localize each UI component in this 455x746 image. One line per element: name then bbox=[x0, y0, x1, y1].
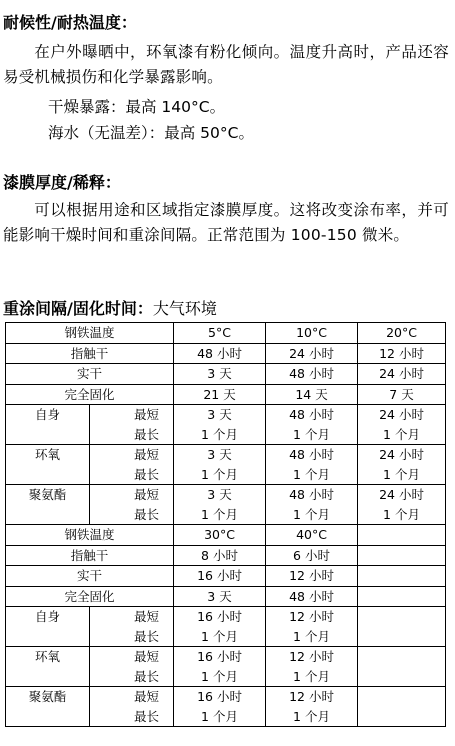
heat-paragraph-text: 在户外曝晒中，环氧漆有粉化倾向。温度升高时，产品还容易受机械损伤和化学暴露影响。 bbox=[3, 43, 449, 86]
max-value: 1 个月 bbox=[201, 708, 238, 724]
group-label-text: 环氧 bbox=[34, 649, 60, 664]
table-row bbox=[6, 687, 446, 727]
table-cell: 3 天 bbox=[174, 586, 266, 607]
seawater-line: 海水（无温差）：最高 50°C。 bbox=[48, 124, 254, 142]
table-cell: 8 小时 bbox=[174, 545, 266, 566]
table-header-row bbox=[6, 525, 446, 546]
table-row bbox=[6, 445, 446, 485]
min-max-cell bbox=[90, 485, 174, 525]
table-row bbox=[6, 647, 446, 687]
group-label-text: 自身 bbox=[34, 407, 60, 422]
table-cell: 48 小时 bbox=[266, 586, 358, 607]
temperature-header: 30°C bbox=[174, 525, 266, 546]
max-value: 1 个月 bbox=[293, 506, 330, 522]
row-label: 指触干 bbox=[6, 343, 174, 364]
table-cell bbox=[174, 687, 266, 727]
min-label: 最短 bbox=[134, 609, 160, 624]
group-label-text: 环氧 bbox=[34, 447, 60, 462]
max-value: 1 个月 bbox=[201, 426, 238, 442]
max-value: 1 个月 bbox=[201, 506, 238, 522]
recoat-section-title bbox=[3, 298, 217, 320]
group-label bbox=[6, 445, 90, 485]
table-cell: 12 小时 bbox=[358, 343, 446, 364]
table-cell: 14 天 bbox=[266, 384, 358, 405]
table-cell bbox=[174, 647, 266, 687]
table-cell bbox=[266, 485, 358, 525]
group-label-text: 聚氨酯 bbox=[28, 487, 67, 502]
min-value: 3 天 bbox=[207, 447, 232, 462]
table-cell bbox=[358, 647, 446, 687]
group-label bbox=[6, 607, 90, 647]
temperature-header: 5°C bbox=[174, 323, 266, 344]
min-max-cell bbox=[90, 405, 174, 445]
max-value: 1 个月 bbox=[201, 466, 238, 482]
table-cell bbox=[358, 607, 446, 647]
table-cell: 6 小时 bbox=[266, 545, 358, 566]
min-label: 最短 bbox=[134, 407, 160, 422]
min-value: 16 小时 bbox=[197, 649, 242, 664]
row-label: 实干 bbox=[6, 364, 174, 385]
max-value: 1 个月 bbox=[293, 628, 330, 644]
dry-exposure-line: 干燥暴露：最高 140°C。 bbox=[48, 98, 226, 116]
max-value: 1 个月 bbox=[383, 466, 420, 482]
row-label: 完全固化 bbox=[6, 586, 174, 607]
table-cell bbox=[358, 405, 446, 445]
temperature-header: 20°C bbox=[358, 323, 446, 344]
max-value: 1 个月 bbox=[293, 466, 330, 482]
table-cell: 48 小时 bbox=[266, 364, 358, 385]
table-row bbox=[6, 485, 446, 525]
table-cell bbox=[266, 445, 358, 485]
max-label: 最长 bbox=[134, 628, 160, 644]
min-label: 最短 bbox=[134, 649, 160, 664]
table-header-row bbox=[6, 323, 446, 344]
table-cell bbox=[174, 445, 266, 485]
recoat-title-bold: 重涂间隔/固化时间： bbox=[3, 299, 153, 318]
table-cell: 12 小时 bbox=[266, 566, 358, 587]
max-value: 1 个月 bbox=[293, 426, 330, 442]
table-cell bbox=[174, 607, 266, 647]
min-max-cell bbox=[90, 607, 174, 647]
table-row bbox=[6, 384, 446, 405]
steel-temp-header: 钢铁温度 bbox=[6, 525, 174, 546]
table-cell bbox=[358, 586, 446, 607]
min-label: 最短 bbox=[134, 447, 160, 462]
min-max-cell bbox=[90, 647, 174, 687]
table-cell: 3 天 bbox=[174, 364, 266, 385]
table-block bbox=[6, 323, 446, 525]
min-value: 12 小时 bbox=[289, 689, 334, 704]
max-value: 1 个月 bbox=[383, 426, 420, 442]
max-label: 最长 bbox=[134, 466, 160, 482]
table-cell bbox=[266, 647, 358, 687]
table-cell bbox=[266, 687, 358, 727]
table-row bbox=[6, 607, 446, 647]
temperature-header: 40°C bbox=[266, 525, 358, 546]
min-value: 48 小时 bbox=[289, 447, 334, 462]
row-label: 指触干 bbox=[6, 545, 174, 566]
table-cell bbox=[266, 607, 358, 647]
min-label: 最短 bbox=[134, 689, 160, 704]
recoat-title-suffix: 大气环境 bbox=[152, 299, 217, 318]
table-row bbox=[6, 545, 446, 566]
row-label: 完全固化 bbox=[6, 384, 174, 405]
max-label: 最长 bbox=[134, 708, 160, 724]
table-cell: 24 小时 bbox=[266, 343, 358, 364]
max-value: 1 个月 bbox=[383, 506, 420, 522]
table-cell bbox=[174, 485, 266, 525]
min-value: 16 小时 bbox=[197, 689, 242, 704]
temperature-header: 10°C bbox=[266, 323, 358, 344]
row-label: 实干 bbox=[6, 566, 174, 587]
max-value: 1 个月 bbox=[201, 628, 238, 644]
table-cell: 21 天 bbox=[174, 384, 266, 405]
table-cell: 48 小时 bbox=[174, 343, 266, 364]
temperature-header bbox=[358, 525, 446, 546]
film-paragraph bbox=[3, 198, 449, 248]
max-value: 1 个月 bbox=[293, 708, 330, 724]
table-cell bbox=[174, 405, 266, 445]
min-value: 3 天 bbox=[207, 407, 232, 422]
group-label-text: 自身 bbox=[34, 609, 60, 624]
min-value: 24 小时 bbox=[379, 447, 424, 462]
min-max-cell bbox=[90, 445, 174, 485]
table-cell bbox=[358, 566, 446, 587]
table-cell: 7 天 bbox=[358, 384, 446, 405]
table-cell bbox=[358, 687, 446, 727]
table-row bbox=[6, 405, 446, 445]
film-paragraph-text: 可以根据用途和区域指定漆膜厚度。这将改变涂布率，并可能影响干燥时间和重涂间隔。正常范围为 100-150 微米。 bbox=[3, 201, 449, 244]
min-value: 48 小时 bbox=[289, 407, 334, 422]
max-label: 最长 bbox=[134, 668, 160, 684]
heat-section-title: 耐候性/耐热温度： bbox=[3, 13, 137, 32]
min-label: 最短 bbox=[134, 487, 160, 502]
min-value: 24 小时 bbox=[379, 407, 424, 422]
table-cell bbox=[266, 405, 358, 445]
table-cell bbox=[358, 545, 446, 566]
max-label: 最长 bbox=[134, 506, 160, 522]
table-cell: 24 小时 bbox=[358, 364, 446, 385]
min-value: 3 天 bbox=[207, 487, 232, 502]
table-row bbox=[6, 343, 446, 364]
max-value: 1 个月 bbox=[201, 668, 238, 684]
min-value: 24 小时 bbox=[379, 487, 424, 502]
table-row bbox=[6, 566, 446, 587]
max-label: 最长 bbox=[134, 426, 160, 442]
film-section-title: 漆膜厚度/稀释： bbox=[3, 173, 121, 192]
table-block bbox=[6, 525, 446, 727]
table-cell bbox=[358, 445, 446, 485]
group-label bbox=[6, 687, 90, 727]
min-max-cell bbox=[90, 687, 174, 727]
table-row bbox=[6, 364, 446, 385]
table-cell bbox=[358, 485, 446, 525]
min-value: 12 小时 bbox=[289, 649, 334, 664]
table-cell: 16 小时 bbox=[174, 566, 266, 587]
recoat-cure-table bbox=[5, 322, 446, 727]
group-label-text: 聚氨酯 bbox=[28, 689, 67, 704]
group-label bbox=[6, 485, 90, 525]
min-value: 16 小时 bbox=[197, 609, 242, 624]
max-value: 1 个月 bbox=[293, 668, 330, 684]
table-row bbox=[6, 586, 446, 607]
min-value: 48 小时 bbox=[289, 487, 334, 502]
group-label bbox=[6, 405, 90, 445]
group-label bbox=[6, 647, 90, 687]
min-value: 12 小时 bbox=[289, 609, 334, 624]
heat-paragraph bbox=[3, 40, 449, 90]
steel-temp-header: 钢铁温度 bbox=[6, 323, 174, 344]
